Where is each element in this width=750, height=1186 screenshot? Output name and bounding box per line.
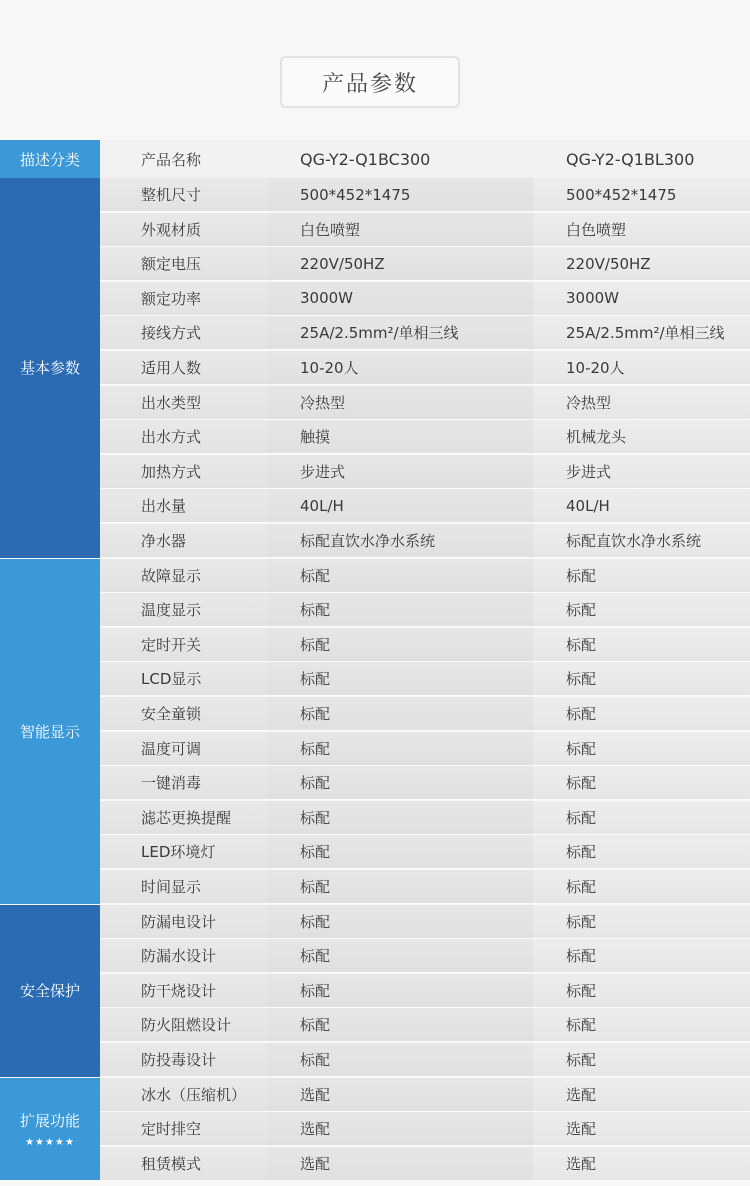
model1-value: 220V/50HZ (267, 247, 533, 280)
table-row (0, 870, 750, 904)
table-row (0, 213, 750, 247)
table-row (0, 1043, 750, 1077)
spec-name: 防漏电设计 (100, 905, 267, 938)
table-row (0, 939, 750, 973)
spec-name: 防火阻燃设计 (100, 1008, 267, 1041)
table-row (0, 732, 750, 766)
model1-value: 标配 (267, 939, 533, 972)
title-area (0, 0, 750, 140)
page-title: 产品参数 (280, 56, 460, 108)
table-row (0, 835, 750, 869)
model1-value: 标配 (267, 593, 533, 626)
model2-value: 标配 (533, 1008, 750, 1041)
product-name-label: 产品名称 (100, 140, 267, 178)
spec-name: 定时排空 (100, 1112, 267, 1145)
spec-name: 加热方式 (100, 455, 267, 488)
spec-name: 时间显示 (100, 870, 267, 903)
model2-value: 标配 (533, 628, 750, 661)
spec-name: 一键消毒 (100, 766, 267, 799)
table-row (0, 1078, 750, 1112)
model1-value: 3000W (267, 282, 533, 315)
table-row (0, 282, 750, 316)
table-row (0, 1008, 750, 1042)
category-3 (0, 905, 100, 1077)
row-divider (100, 1180, 750, 1181)
spec-name: 温度显示 (100, 593, 267, 626)
table-row (0, 662, 750, 696)
model1-value: 标配 (267, 697, 533, 730)
model1-value: 标配 (267, 974, 533, 1007)
model1-value: 触摸 (267, 420, 533, 453)
model1-value: 10-20人 (267, 351, 533, 384)
model1-value: 标配 (267, 1008, 533, 1041)
model2-value: 标配 (533, 939, 750, 972)
model2-value: 40L/H (533, 489, 750, 522)
spec-name: 防投毒设计 (100, 1043, 267, 1076)
table-row (0, 386, 750, 420)
model1-value: 标配 (267, 662, 533, 695)
spec-name: 定时开关 (100, 628, 267, 661)
table-row (0, 559, 750, 593)
spec-name: 出水类型 (100, 386, 267, 419)
table-row (0, 420, 750, 454)
table-row (0, 905, 750, 939)
model1-value: 标配 (267, 766, 533, 799)
spec-name: 净水器 (100, 524, 267, 557)
table-row (0, 178, 750, 212)
model1-label: QG-Y2-Q1BC300 (267, 140, 533, 178)
table-row (0, 593, 750, 627)
table-row (0, 974, 750, 1008)
table-row (0, 801, 750, 835)
model1-value: 标配 (267, 905, 533, 938)
model2-value: 标配直饮水净水系统 (533, 524, 750, 557)
model2-value: 标配 (533, 1043, 750, 1076)
model2-value: 3000W (533, 282, 750, 315)
model2-value: 标配 (533, 559, 750, 592)
model1-value: 500*452*1475 (267, 178, 533, 211)
model1-value: 选配 (267, 1147, 533, 1180)
table-header-row (0, 140, 750, 178)
model2-value: 标配 (533, 732, 750, 765)
model1-value: 40L/H (267, 489, 533, 522)
category-label: 扩展功能 (19, 1111, 80, 1130)
category-label: 基本参数 (19, 359, 80, 378)
table-row (0, 766, 750, 800)
spec-name: LCD显示 (100, 662, 267, 695)
model1-value: 选配 (267, 1112, 533, 1145)
model2-value: 标配 (533, 870, 750, 903)
category-header: 描述分类 (0, 140, 100, 178)
model2-value: 标配 (533, 974, 750, 1007)
spec-name: 冰水（压缩机） (100, 1078, 267, 1111)
category-1 (0, 178, 100, 558)
table-row (0, 1112, 750, 1146)
model1-value: 标配 (267, 628, 533, 661)
model1-value: 冷热型 (267, 386, 533, 419)
model2-value: 标配 (533, 766, 750, 799)
model2-value: 白色喷塑 (533, 213, 750, 246)
model2-value: 标配 (533, 697, 750, 730)
model1-value: 标配直饮水净水系统 (267, 524, 533, 557)
spec-name: 防干烧设计 (100, 974, 267, 1007)
rating-stars: ★★★★★ (25, 1136, 75, 1148)
spec-name: 外观材质 (100, 213, 267, 246)
spec-name: 安全童锁 (100, 697, 267, 730)
model2-value: 25A/2.5mm²/单相三线 (533, 316, 750, 349)
model1-value: 白色喷塑 (267, 213, 533, 246)
table-row (0, 351, 750, 385)
model2-value: 选配 (533, 1112, 750, 1145)
model2-value: 标配 (533, 662, 750, 695)
spec-name: 整机尺寸 (100, 178, 267, 211)
table-row (0, 247, 750, 281)
model2-value: 步进式 (533, 455, 750, 488)
table-row (0, 1147, 750, 1181)
category-label: 安全保护 (19, 982, 80, 1001)
spec-name: 出水量 (100, 489, 267, 522)
model2-value: 标配 (533, 905, 750, 938)
spec-name: LED环境灯 (100, 835, 267, 868)
model2-value: 标配 (533, 593, 750, 626)
model2-value: 220V/50HZ (533, 247, 750, 280)
model1-value: 25A/2.5mm²/单相三线 (267, 316, 533, 349)
category-2 (0, 559, 100, 904)
spec-name: 滤芯更换提醒 (100, 801, 267, 834)
spec-name: 出水方式 (100, 420, 267, 453)
spec-name: 额定功率 (100, 282, 267, 315)
spec-name: 额定电压 (100, 247, 267, 280)
category-label: 智能显示 (19, 722, 80, 741)
spec-name: 适用人数 (100, 351, 267, 384)
model2-value: 冷热型 (533, 386, 750, 419)
model2-value: 标配 (533, 801, 750, 834)
spec-name: 租赁模式 (100, 1147, 267, 1180)
table-row (0, 316, 750, 350)
table-row (0, 455, 750, 489)
spec-name: 接线方式 (100, 316, 267, 349)
spec-name: 温度可调 (100, 732, 267, 765)
model2-value: 10-20人 (533, 351, 750, 384)
model2-value: 标配 (533, 835, 750, 868)
model2-value: 选配 (533, 1147, 750, 1180)
spec-name: 故障显示 (100, 559, 267, 592)
model1-value: 选配 (267, 1078, 533, 1111)
model1-value: 标配 (267, 835, 533, 868)
table-row (0, 489, 750, 523)
table-row (0, 628, 750, 662)
table-row (0, 524, 750, 558)
model2-label: QG-Y2-Q1BL300 (533, 140, 750, 178)
table-row (0, 697, 750, 731)
category-4 (0, 1078, 100, 1181)
model2-value: 选配 (533, 1078, 750, 1111)
model1-value: 标配 (267, 1043, 533, 1076)
model1-value: 标配 (267, 559, 533, 592)
model2-value: 500*452*1475 (533, 178, 750, 211)
model1-value: 标配 (267, 732, 533, 765)
model1-value: 标配 (267, 801, 533, 834)
model1-value: 步进式 (267, 455, 533, 488)
model2-value: 机械龙头 (533, 420, 750, 453)
spec-name: 防漏水设计 (100, 939, 267, 972)
model1-value: 标配 (267, 870, 533, 903)
